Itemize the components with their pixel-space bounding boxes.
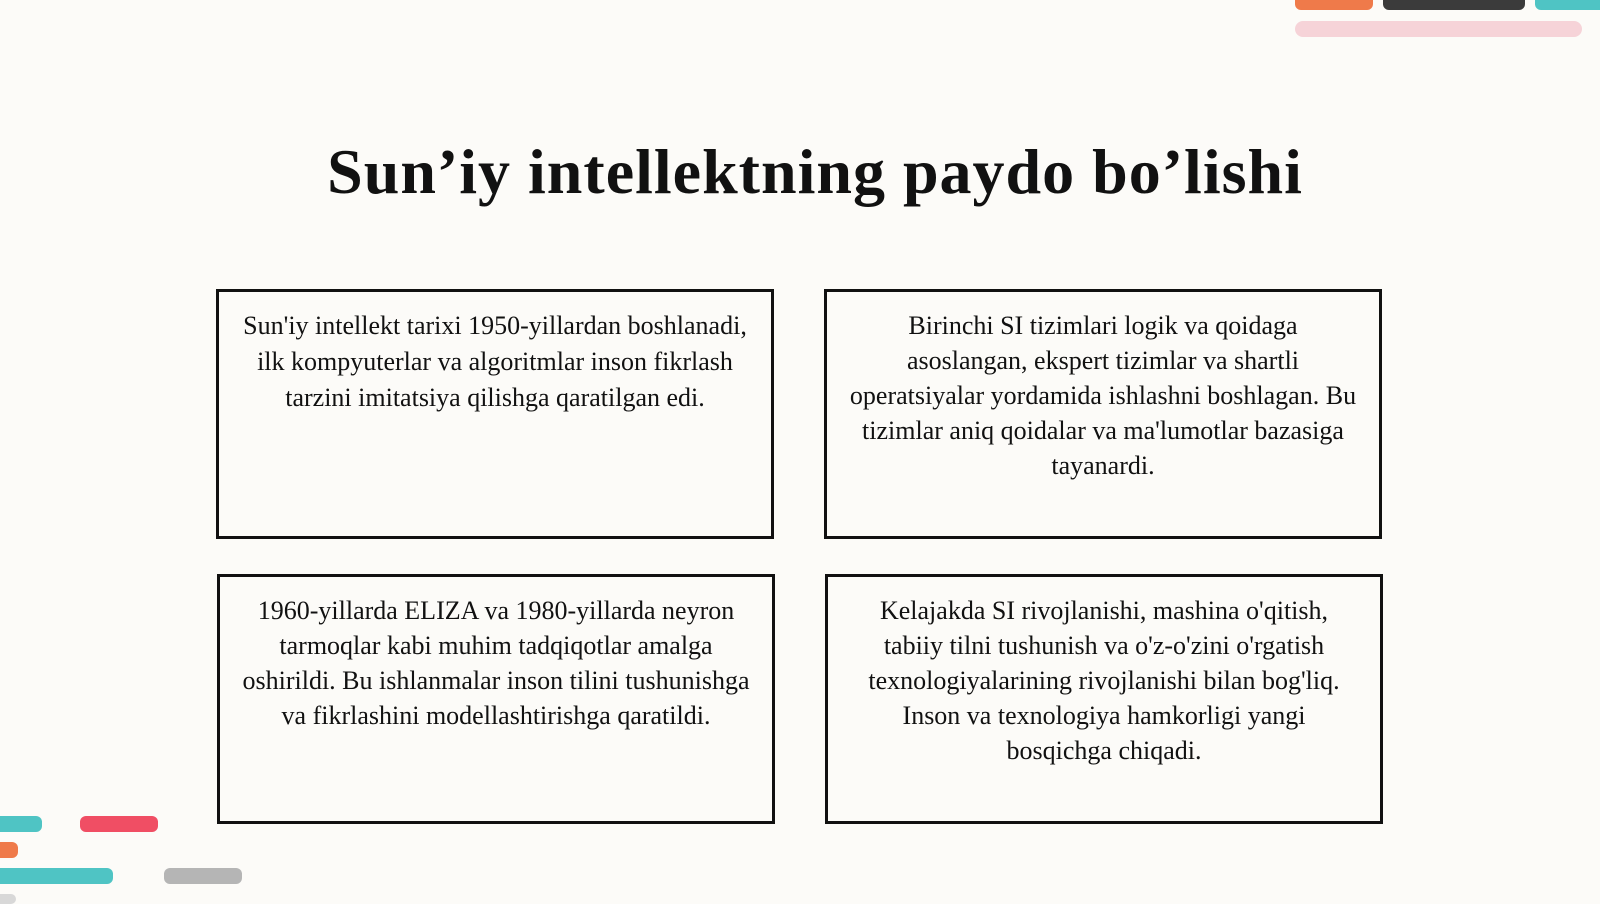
info-card-early-systems [824, 289, 1382, 539]
info-card-text: Kelajakda SI rivojlanishi, mashina o'qitish, tabiiy tilni tushunish va o'z-o'zini o'rgatish texnologiyalarining rivojlanishi bilan bog'liq. Inson va texnologiya hamkorligi yangi bosqichga chiqadi. [868, 596, 1340, 765]
decor-pill-dark-top [1383, 0, 1525, 10]
decor-pill-gray-bottom-edge [0, 894, 16, 904]
info-card-future [825, 574, 1383, 824]
info-card-text: Birinchi SI tizimlari logik va qoidaga asoslangan, ekspert tizimlar va shartli operatsiyalar yordamida ishlashni boshlagan. Bu tizimlar aniq qoidalar va ma'lumotlar bazasiga tayanardi. [849, 311, 1357, 480]
decor-pill-orange-bottom [0, 842, 18, 858]
decor-pill-pink-top [1295, 21, 1582, 37]
info-card-text: Sun'iy intellekt tarixi 1950-yillardan boshlanadi, ilk kompyuterlar va algoritmlar inson fikrlash tarzini imitatsiya qilishga qaratilgan edi. [243, 311, 747, 412]
decor-pill-teal-bottom-1 [0, 816, 42, 832]
decor-pill-red-bottom [80, 816, 158, 832]
info-card-research [217, 574, 775, 824]
slide-title: Sun’iy intellektning paydo bo’lishi [327, 136, 1303, 207]
decor-pill-teal-bottom-2 [0, 868, 113, 884]
info-card-text: 1960-yillarda ELIZA va 1980-yillarda neyron tarmoqlar kabi muhim tadqiqotlar amalga oshirildi. Bu ishlanmalar inson tilini tushunishga va fikrlashini modellashtirishga qaratildi. [242, 596, 750, 730]
decor-pill-gray-bottom [164, 868, 242, 884]
decor-pill-teal-top [1535, 0, 1600, 10]
info-card-history [216, 289, 774, 539]
decor-pill-orange-top [1295, 0, 1373, 10]
